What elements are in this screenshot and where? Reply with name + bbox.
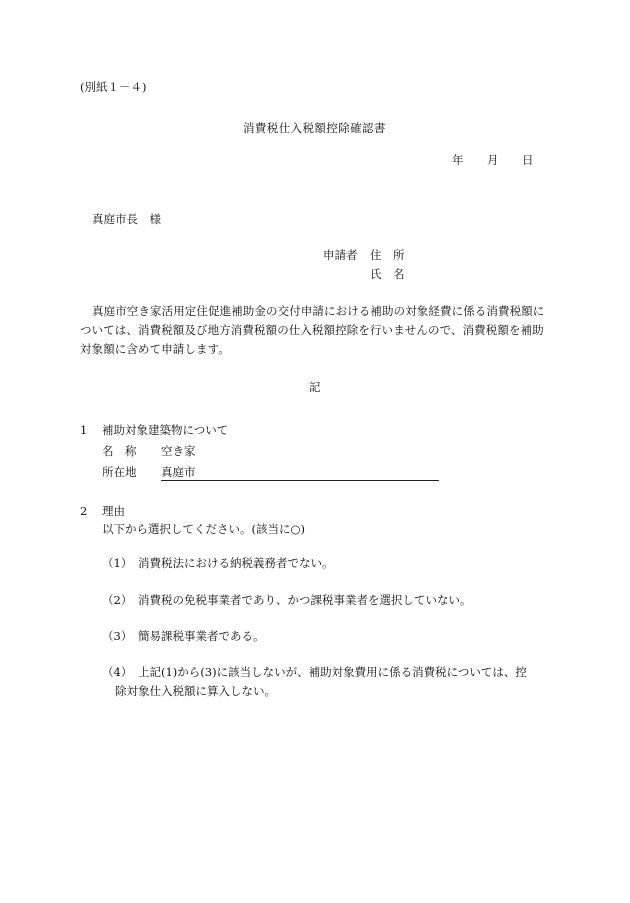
location-label: 所在地 bbox=[102, 465, 137, 479]
section-1-title: 補助対象建築物について bbox=[102, 423, 229, 437]
building-name-label: 名 称 bbox=[102, 444, 137, 458]
date-day: 日 bbox=[522, 153, 534, 167]
location-value: 真庭市 bbox=[161, 467, 439, 481]
option-number: （3） bbox=[102, 629, 133, 643]
addressee: 真庭市長 様 bbox=[92, 212, 161, 226]
date-year: 年 bbox=[452, 153, 464, 167]
section-2-instruction: 以下から選択してください。(該当に○) bbox=[102, 522, 306, 536]
option-number: （1） bbox=[102, 556, 133, 570]
option-text: 消費税法における納税義務者でない。 bbox=[138, 556, 334, 570]
option-text-continued: 除対象仕入税額に算入しない。 bbox=[115, 684, 276, 698]
ki-heading: 記 bbox=[309, 380, 321, 394]
body-line: ついては、消費税額及び地方消費税額の仕入税額控除を行いませんので、消費税額を補助 bbox=[80, 323, 544, 337]
applicant-role: 申請者 bbox=[323, 248, 358, 262]
section-1-number: 1 bbox=[80, 423, 88, 437]
address-label: 住 所 bbox=[370, 248, 405, 262]
date-month: 月 bbox=[487, 153, 499, 167]
attachment-label: (別紙１－４) bbox=[80, 80, 147, 94]
section-2-number: 2 bbox=[80, 504, 88, 518]
document-title: 消費税仕入税額控除確認書 bbox=[243, 121, 386, 135]
body-line: 真庭市空き家活用定住促進補助金の交付申請における補助の対象経費に係る消費税額に bbox=[92, 304, 545, 318]
building-name-value: 空き家 bbox=[161, 444, 196, 458]
option-number: （4） bbox=[102, 665, 133, 679]
name-label: 氏 名 bbox=[370, 267, 405, 281]
option-text: 簡易課税事業者である。 bbox=[138, 629, 265, 643]
section-2-title: 理由 bbox=[102, 504, 125, 518]
option-text: 上記(1)から(3)に該当しないが、補助対象費用に係る消費税については、控 bbox=[138, 665, 527, 679]
option-number: （2） bbox=[102, 593, 133, 607]
location-field bbox=[161, 467, 439, 481]
option-text: 消費税の免税事業者であり、かつ課税事業者を選択していない。 bbox=[138, 593, 472, 607]
body-line: 対象額に含めて申請します。 bbox=[80, 342, 230, 356]
